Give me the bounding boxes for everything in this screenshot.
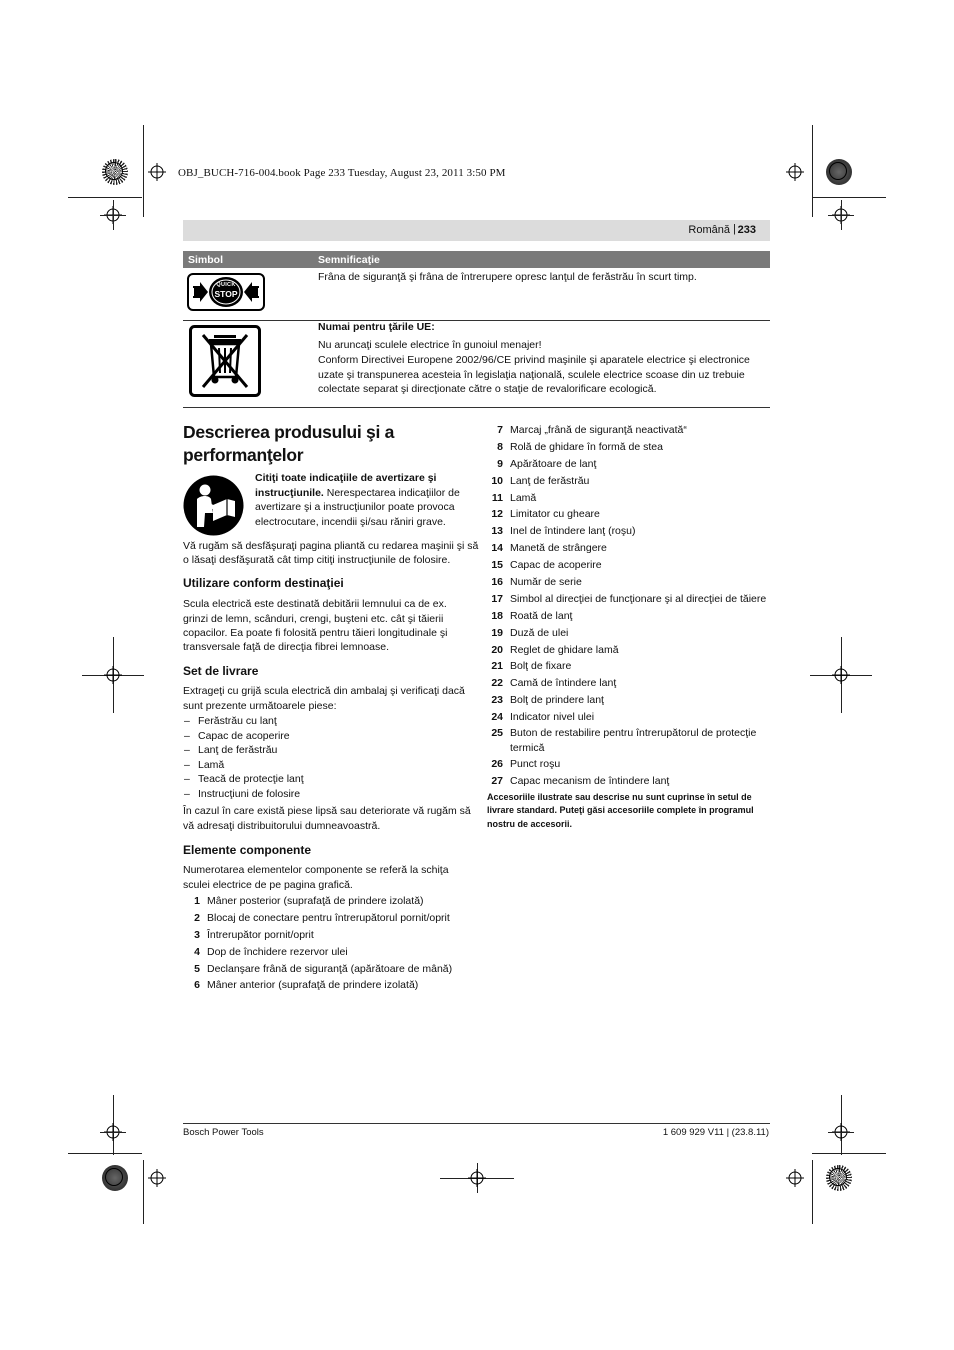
item-text: Lamă (510, 491, 537, 504)
item-text: Mâner posterior (suprafaţă de prindere izolată) (207, 895, 424, 907)
item-text: Număr de serie (510, 576, 582, 589)
footer-doc-id: 1 609 929 V11 | (23.8.11) (662, 1127, 769, 1138)
item-number: 27 (491, 775, 503, 788)
section-title-line1: Descrierea produsului şi a (183, 422, 395, 442)
item-text: Bolţ de fixare (510, 660, 572, 673)
list-item (487, 757, 777, 772)
accessories-note-3: nostru de accesorii. (487, 818, 573, 829)
intended-use-line-1: Scula electrică este destinată debitării lemnului ca de ex. (183, 598, 447, 610)
crosshair-icon (148, 163, 166, 181)
list-item (487, 507, 777, 522)
col-symbol-header: Simbol (188, 254, 224, 266)
warning-line-1 (255, 471, 436, 486)
weee-line-2: Conform Directivei Europene 2002/96/CE privind maşinile şi aparatele electrice şi electronice (318, 354, 750, 366)
file-info: OBJ_BUCH-716-004.book Page 233 Tuesday, August 23, 2011 3:50 PM (178, 167, 506, 179)
delivery-intro-1: Extrageţi cu grijă scula electrică din ambalaj şi verificaţi dacă (183, 685, 465, 697)
item-number: 4 (194, 945, 200, 958)
item-number: 3 (194, 928, 200, 941)
intended-use-line-4: transversale faţă de direcţia fibrei lemnoase. (183, 641, 390, 653)
components-intro-1: Numerotarea elementelor componente se referă la schiţa (183, 864, 449, 876)
item-number: 11 (491, 491, 503, 504)
list-item (184, 928, 474, 943)
components-list-right (487, 423, 777, 727)
intended-use-line-2: grinzi de lemn, scânduri, crengi, buşteni etc. cât şi tăierii (183, 613, 444, 625)
list-item (487, 659, 777, 674)
crosshair-icon (104, 666, 122, 684)
list-item (487, 592, 777, 607)
crosshair-icon (832, 666, 850, 684)
list-item (487, 676, 777, 691)
warning-rest-1: Nerespectarea indicaţiilor de (323, 487, 460, 499)
item-text: Întrerupător pornit/oprit (207, 928, 314, 941)
item-text: Limitator cu gheare (510, 508, 600, 521)
list-item (487, 609, 777, 624)
quick-stop-label-bottom: STOP (214, 289, 238, 299)
registration-target-icon (826, 1165, 852, 1191)
item-number: 14 (491, 542, 503, 555)
list-item (487, 558, 777, 573)
accessories-note-2: livrare standard. Puteţi găsi accesoriile complete în programul (487, 805, 754, 816)
footer-rule (183, 1123, 770, 1124)
accessories-note-1: Accesoriile ilustrate sau descrise nu sunt cuprinse în setul de (487, 792, 752, 802)
item-text: Capac mecanism de întindere lanţ (510, 775, 670, 788)
item-number: 18 (491, 609, 503, 622)
quick-stop-icon (187, 273, 265, 311)
item-number: 13 (491, 525, 503, 538)
item-text: Mâner anterior (suprafaţă de prindere izolată) (207, 979, 419, 992)
item-number: 19 (491, 626, 503, 639)
item-text: Dop de închidere rezervor ulei (207, 945, 348, 958)
warning-line-2 (255, 486, 460, 501)
item-number: 15 (491, 559, 503, 572)
weee-line-4: colectate separat şi direcţionate către o staţie de revalorificare ecologică. (318, 383, 657, 395)
crosshair-icon (468, 1169, 486, 1187)
list-item (487, 491, 777, 506)
weee-line-1: Nu aruncaţi sculele electrice în gunoiul menajer! (318, 339, 542, 351)
item-text-continued: termică (510, 741, 545, 754)
read-manual-icon (183, 475, 244, 536)
running-header (183, 220, 770, 241)
symbol-table-header (183, 251, 770, 268)
intended-use-heading: Utilizare conform destinaţiei (183, 576, 344, 590)
crosshair-icon (786, 163, 804, 181)
item-text: Punct roşu (510, 758, 561, 771)
item-text: Roată de lanţ (510, 609, 573, 622)
item-text: Camă de întindere lanţ (510, 677, 617, 690)
quick-stop-label-top: QUICK (216, 282, 236, 288)
header-language: Română (688, 224, 730, 236)
list-item (184, 911, 474, 926)
item-number: 26 (491, 758, 503, 771)
list-item (487, 541, 777, 556)
item-number: 12 (491, 508, 503, 521)
list-item (487, 726, 777, 755)
item-text: Inel de întindere lanţ (roşu) (510, 525, 636, 538)
list-item (184, 945, 474, 960)
list-item (184, 978, 474, 993)
delivery-heading: Set de livrare (183, 664, 259, 678)
crossed-out-bin-icon (189, 325, 261, 397)
warning-line-4: electrocutare, incendii şi/sau răniri grave. (255, 516, 446, 528)
components-list-left (184, 894, 474, 995)
list-item (184, 894, 474, 909)
registration-target-icon (826, 159, 852, 185)
list-item (487, 643, 777, 658)
delivery-intro-2: sunt prezente următoarele piese: (183, 700, 337, 712)
list-item: – Lamă (183, 758, 304, 773)
item-text: Indicator nivel ulei (510, 711, 595, 724)
crosshair-icon (148, 1169, 166, 1187)
list-item (487, 710, 777, 725)
item-number: 8 (497, 440, 503, 453)
item-text: Duză de ulei (510, 626, 569, 639)
table-bottom-rule (183, 407, 770, 408)
list-item: – Capac de acoperire (183, 729, 304, 744)
components-intro-2: sculei electrice de pe pagina grafică. (183, 879, 353, 891)
item-text: Manetă de strângere (510, 542, 607, 555)
item-text: Apărătoare de lanţ (510, 457, 597, 470)
list-item: – Teacă de protecţie lanţ (183, 772, 304, 787)
crosshair-icon (786, 1169, 804, 1187)
components-heading: Elemente componente (183, 843, 312, 857)
fold-out-line-1: Vă rugăm să desfăşuraţi pagina pliantă cu redarea maşinii şi să (183, 540, 479, 552)
warning-bold-2: instrucţiunile. (255, 487, 324, 499)
item-text: Simbol al direcţiei de funcţionare şi al direcţiei de tăiere (510, 592, 767, 605)
item-text: Bolţ de prindere lanţ (510, 694, 604, 707)
list-item (487, 774, 777, 789)
item-number: 16 (491, 576, 503, 589)
quick-stop-meaning: Frâna de siguranţă şi frâna de întrerupere opresc lanţul de ferăstrău în scurt timp. (318, 271, 697, 283)
header-separator: | (733, 223, 736, 235)
section-title-line2: performanţelor (183, 445, 304, 465)
list-item (487, 440, 777, 455)
accessories-note (487, 791, 772, 831)
item-number: 20 (491, 643, 503, 656)
delivery-note-2: vă adresaţi distribuitorului dumneavoastră. (183, 820, 381, 832)
list-item (487, 575, 777, 590)
item-number: 22 (491, 677, 503, 690)
list-item (487, 693, 777, 708)
item-text: Blocaj de conectare pentru întrerupătorul pornit/oprit (207, 911, 450, 924)
list-item: – Ferăstrău cu lanţ (183, 714, 304, 729)
weee-title: Numai pentru ţările UE: (318, 321, 435, 333)
item-number: 9 (497, 457, 503, 470)
delivery-note-1: În cazul în care există piese lipsă sau deteriorate vă rugăm să (183, 805, 471, 817)
item-text: Lanţ de ferăstrău (510, 474, 590, 487)
page-number: 233 (737, 224, 756, 236)
registration-target-icon (102, 159, 128, 185)
section-title (183, 421, 473, 467)
list-item (487, 474, 777, 489)
list-item (487, 524, 777, 539)
list-item: – Lanţ de ferăstrău (183, 743, 304, 758)
item-number: 6 (194, 979, 200, 992)
intended-use-line-3: copacilor. Ea poate fi folosită pentru tăieri longitudinale şi (183, 627, 448, 639)
fold-out-line-2: o lăsaţi desfăşurată cât timp citiţi instrucţiunile de folosire. (183, 554, 451, 566)
item-number: 5 (194, 962, 200, 975)
registration-target-icon (102, 1165, 128, 1191)
warning-bold-1: Citiţi toate indicaţiile de avertizare şi (255, 472, 437, 484)
item-number: 17 (491, 592, 503, 605)
item-number: 21 (491, 660, 503, 673)
item-text: Declanşare frână de siguranţă (apărătoare de mână) (207, 962, 453, 975)
list-item (487, 626, 777, 641)
list-item (487, 423, 777, 438)
item-text: Marcaj „frână de siguranţă neactivată“ (510, 424, 687, 436)
components-list-right-cont (487, 726, 777, 791)
item-number: 2 (194, 911, 200, 924)
item-text: Capac de acoperire (510, 559, 602, 572)
item-number: 7 (497, 424, 503, 436)
delivery-list (183, 714, 304, 802)
list-item: – Instrucţiuni de folosire (183, 787, 304, 802)
col-meaning-header: Semnificaţie (318, 254, 380, 266)
weee-line-3: uzate şi transpunerea acesteia în legislaţia naţională, sculele electrice scoase din uz trebuie (318, 369, 745, 381)
footer-brand: Bosch Power Tools (183, 1127, 264, 1138)
item-number: 24 (491, 711, 503, 724)
list-item (184, 962, 474, 977)
item-number: 23 (491, 694, 503, 707)
list-item (487, 457, 777, 472)
item-number: 10 (491, 474, 503, 487)
item-number: 1 (194, 895, 200, 907)
item-text: Reglet de ghidare lamă (510, 643, 619, 656)
item-text: Rolă de ghidare în formă de stea (510, 440, 663, 453)
item-text: Buton de restabilire pentru întrerupătorul de protecţie (510, 727, 757, 739)
warning-line-3: avertizare şi a instrucţiunilor poate provoca (255, 501, 455, 513)
item-number: 25 (491, 727, 503, 739)
